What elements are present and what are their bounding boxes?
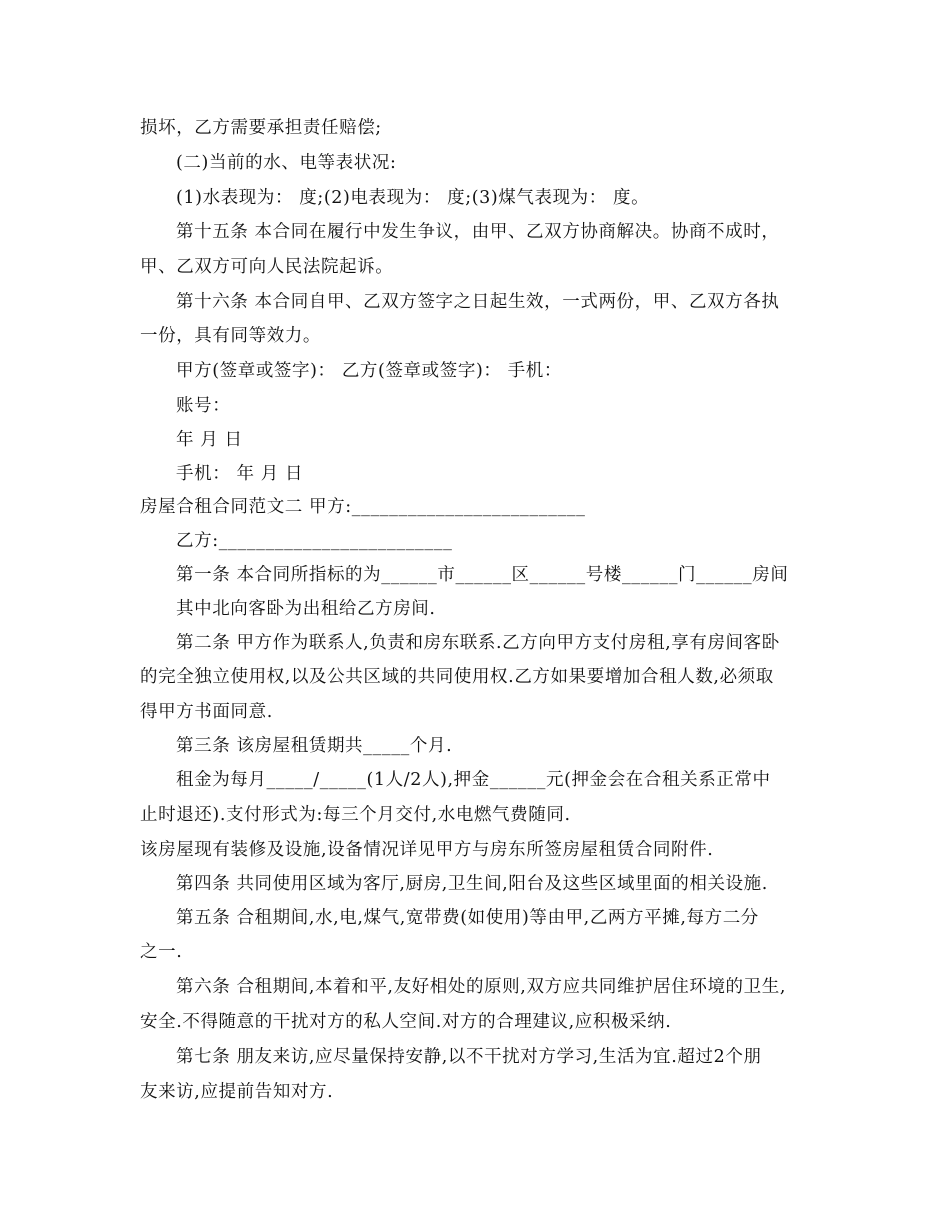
- text-line: 第二条 甲方作为联系人,负责和房东联系.乙方向甲方支付房租,享有房间客卧: [176, 633, 780, 653]
- text-line: 一份，具有同等效力。: [140, 326, 321, 346]
- date-line: 年 月 日: [176, 430, 243, 450]
- text-line: 安全.不得随意的干扰对方的私人空间.对方的合理建议,应积极采纳.: [140, 1012, 672, 1032]
- account-line: 账号：: [176, 396, 231, 416]
- text-line: 之一.: [140, 942, 183, 962]
- text-line: (1)水表现为： 度;(2)电表现为： 度;(3)煤气表现为： 度。: [176, 188, 650, 208]
- text-line: (二)当前的水、电等表状况:: [176, 153, 397, 173]
- text-line: 甲、乙双方可向人民法院起诉。: [140, 257, 394, 277]
- signature-line: 甲方(签章或签字)： 乙方(签章或签字)： 手机：: [176, 361, 562, 381]
- text-line: 第七条 朋友来访,应尽量保持安静,以不干扰对方学习,生活为宜.超过2个朋: [176, 1047, 762, 1067]
- text-line: 损坏，乙方需要承担责任赔偿;: [140, 118, 382, 138]
- text-line: 第四条 共同使用区域为客厅,厨房,卫生间,阳台及这些区域里面的相关设施.: [176, 874, 768, 894]
- text-line: 第三条 该房屋租赁期共_____个月.: [176, 736, 453, 756]
- party-b-line: 乙方:_________________________: [176, 531, 453, 551]
- text-line: 得甲方书面同意.: [140, 702, 273, 722]
- text-line: 止时退还).支付形式为:每三个月交付,水电燃气费随同.: [140, 805, 571, 825]
- text-line: 友来访,应提前告知对方.: [140, 1082, 334, 1102]
- text-line: 第十六条 本合同自甲、乙双方签字之日起生效，一式两份，甲、乙双方各执: [176, 292, 780, 312]
- text-line: 租金为每月_____/_____(1人/2人),押金______元(押金会在合租关系正常中: [176, 770, 771, 790]
- section-title: 房屋合租合同范文二 甲方:_________________________: [140, 497, 586, 517]
- text-line: 第五条 合租期间,水,电,煤气,宽带费(如使用)等由甲,乙两方平摊,每方二分: [176, 908, 759, 928]
- text-line: 第六条 合租期间,本着和平,友好相处的原则,双方应共同维护居住环境的卫生,: [176, 977, 787, 997]
- text-line: 第十五条 本合同在履行中发生争议，由甲、乙双方协商解决。协商不成时，: [176, 222, 780, 242]
- phone-date-line: 手机： 年 月 日: [176, 464, 304, 484]
- text-line: 该房屋现有装修及设施,设备情况详见甲方与房东所签房屋租赁合同附件.: [140, 840, 714, 860]
- text-line: 第一条 本合同所指标的为______市______区______号楼______门______房间: [176, 565, 789, 585]
- text-line: 的完全独立使用权,以及公共区域的共同使用权.乙方如果要增加合租人数,必须取: [140, 667, 774, 687]
- text-line: 其中北向客卧为出租给乙方房间.: [176, 599, 436, 619]
